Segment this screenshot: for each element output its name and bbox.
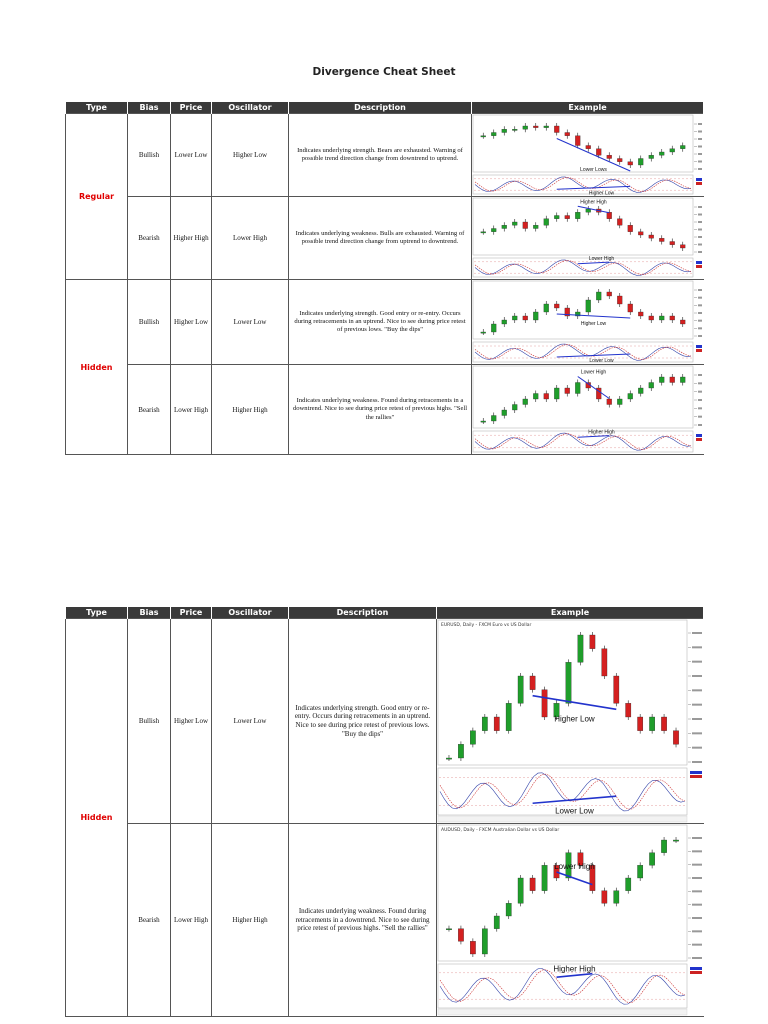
description-cell: Indicates underlying weakness. Bulls are exhausted. Warning of possible trend direction change from uptrend to downtrend. bbox=[289, 197, 472, 280]
header-example: Example bbox=[472, 102, 704, 114]
candle bbox=[533, 394, 538, 400]
candle bbox=[523, 126, 528, 129]
chart-header: AUDUSD, Daily - FXCM Australian Dollar vs US Dollar bbox=[441, 828, 560, 833]
example-chart bbox=[437, 824, 704, 1016]
table-row bbox=[66, 619, 704, 824]
oscillator-cell: Lower High bbox=[212, 197, 289, 280]
oscillator-divergence-label: Higher Low bbox=[588, 190, 615, 196]
candle bbox=[533, 126, 538, 128]
candle bbox=[554, 216, 559, 219]
price-divergence-label: Lower High bbox=[580, 369, 607, 376]
candle bbox=[670, 149, 675, 152]
oscillator-cell: Lower Low bbox=[212, 280, 289, 365]
oscillator-divergence-label: Higher High bbox=[553, 964, 596, 974]
header-type: Type bbox=[66, 102, 128, 114]
candle bbox=[506, 703, 511, 730]
candle bbox=[482, 929, 487, 954]
candle bbox=[614, 676, 619, 703]
candle bbox=[575, 136, 580, 146]
candle bbox=[637, 717, 642, 731]
oscillator-divergence-label: Lower High bbox=[588, 256, 615, 263]
candle bbox=[626, 878, 631, 891]
price-cell: Higher Low bbox=[171, 280, 212, 365]
candle bbox=[530, 676, 535, 690]
candle bbox=[494, 717, 499, 731]
candle bbox=[458, 929, 463, 942]
type-regular: Regular bbox=[66, 114, 128, 280]
candle bbox=[544, 219, 549, 226]
candle bbox=[661, 717, 666, 731]
example-chart bbox=[472, 114, 704, 196]
candle bbox=[446, 758, 451, 759]
oscillator-divergence-label: Higher High bbox=[588, 429, 615, 436]
divergence-table-2 bbox=[65, 607, 704, 1017]
candle bbox=[617, 219, 622, 226]
candle bbox=[670, 242, 675, 245]
price-divergence-label: Higher Low bbox=[554, 714, 595, 724]
bias-cell: Bullish bbox=[128, 280, 171, 365]
header-price: Price bbox=[171, 607, 212, 619]
candle bbox=[649, 235, 654, 238]
candle bbox=[617, 159, 622, 162]
type-hidden: Hidden bbox=[66, 619, 128, 1017]
candle bbox=[518, 676, 523, 703]
candle bbox=[586, 146, 591, 149]
candle bbox=[554, 304, 559, 308]
candle bbox=[659, 377, 664, 383]
bias-cell: Bearish bbox=[128, 197, 171, 280]
candle bbox=[481, 232, 486, 233]
example-chart bbox=[472, 365, 704, 454]
candle bbox=[680, 245, 685, 248]
oscillator-divergence-label: Lower Low bbox=[555, 806, 594, 816]
candle bbox=[649, 316, 654, 320]
candle bbox=[670, 377, 675, 383]
table-row bbox=[66, 114, 704, 197]
candle bbox=[470, 731, 475, 745]
candle bbox=[523, 399, 528, 405]
price-divergence-label: Lower High bbox=[554, 862, 595, 871]
bias-cell: Bearish bbox=[128, 365, 171, 455]
candle bbox=[518, 878, 523, 903]
oscillator-cell: Higher Low bbox=[212, 114, 289, 197]
table-row bbox=[66, 280, 704, 365]
page-title: Divergence Cheat Sheet bbox=[312, 66, 456, 78]
header-price: Price bbox=[171, 102, 212, 114]
price-cell: Lower Low bbox=[171, 114, 212, 197]
description-cell: Indicates underlying strength. Good entry or re-entry. Occurs during retracements in an uptrend. Nice to see during price retest of previous lows. "Buy the dips" bbox=[289, 280, 472, 365]
candle bbox=[491, 229, 496, 232]
candle bbox=[502, 129, 507, 132]
price-divergence-label: Lower Lows bbox=[580, 167, 607, 173]
candle bbox=[566, 662, 571, 703]
table-header-row bbox=[66, 102, 704, 114]
candle bbox=[481, 332, 486, 333]
candle bbox=[673, 840, 678, 841]
candle bbox=[481, 136, 486, 137]
candle bbox=[670, 316, 675, 320]
candle bbox=[554, 388, 559, 399]
candle bbox=[661, 840, 666, 853]
candle bbox=[638, 232, 643, 235]
type-hidden: Hidden bbox=[66, 280, 128, 455]
candle bbox=[512, 316, 517, 320]
candle bbox=[659, 152, 664, 155]
candle bbox=[673, 731, 678, 745]
example-chart-cell bbox=[472, 365, 704, 455]
candle bbox=[446, 929, 451, 930]
candle bbox=[649, 155, 654, 158]
candle bbox=[575, 383, 580, 394]
bias-cell: Bearish bbox=[128, 824, 171, 1017]
candle bbox=[638, 388, 643, 394]
table-row bbox=[66, 365, 704, 455]
candle bbox=[523, 316, 528, 320]
table-header-row bbox=[66, 607, 704, 619]
description-cell: Indicates underlying weakness. Found during retracements in a downtrend. Nice to see during price retest of previous highs. "Sell the rallies" bbox=[289, 824, 437, 1017]
candle bbox=[659, 316, 664, 320]
price-divergence-label: Higher Low bbox=[580, 321, 607, 327]
candle bbox=[614, 891, 619, 904]
candle bbox=[544, 304, 549, 312]
candle bbox=[533, 225, 538, 228]
divergence-table-1 bbox=[65, 102, 704, 455]
candle bbox=[596, 292, 601, 300]
candle bbox=[680, 377, 685, 383]
candle bbox=[502, 320, 507, 324]
candle bbox=[637, 865, 642, 878]
oscillator-cell: Lower Low bbox=[212, 619, 289, 824]
candle bbox=[542, 690, 547, 717]
header-bias: Bias bbox=[128, 102, 171, 114]
candle bbox=[680, 320, 685, 324]
candle bbox=[544, 394, 549, 400]
candle bbox=[638, 159, 643, 166]
candle bbox=[533, 312, 538, 320]
price-divergence-label: Higher High bbox=[580, 199, 607, 206]
candle bbox=[626, 703, 631, 717]
candle bbox=[649, 383, 654, 389]
example-chart-cell bbox=[472, 114, 704, 197]
header-oscillator: Oscillator bbox=[212, 607, 289, 619]
chart-header: EURUSD, Daily - FXCM Euro vs US Dollar bbox=[441, 623, 532, 628]
example-chart-cell bbox=[437, 619, 704, 824]
candle bbox=[502, 410, 507, 416]
candle bbox=[494, 916, 499, 929]
candle bbox=[617, 399, 622, 405]
candle bbox=[542, 865, 547, 890]
candle bbox=[628, 304, 633, 312]
candle bbox=[607, 292, 612, 296]
candle bbox=[607, 155, 612, 158]
candle bbox=[512, 405, 517, 411]
candle bbox=[607, 399, 612, 405]
candle bbox=[554, 126, 559, 133]
example-chart bbox=[472, 280, 704, 364]
candle bbox=[481, 421, 486, 422]
header-example: Example bbox=[437, 607, 704, 619]
example-chart-cell bbox=[437, 824, 704, 1017]
candle bbox=[602, 891, 607, 904]
candle bbox=[502, 225, 507, 228]
candle bbox=[649, 717, 654, 731]
candle bbox=[458, 744, 463, 758]
example-chart-cell bbox=[472, 280, 704, 365]
candle bbox=[628, 225, 633, 232]
bias-cell: Bullish bbox=[128, 619, 171, 824]
candle bbox=[482, 717, 487, 731]
example-chart bbox=[437, 619, 704, 823]
candle bbox=[659, 238, 664, 241]
candle bbox=[602, 649, 607, 676]
header-oscillator: Oscillator bbox=[212, 102, 289, 114]
header-type: Type bbox=[66, 607, 128, 619]
bias-cell: Bullish bbox=[128, 114, 171, 197]
candle bbox=[590, 635, 595, 649]
table-row bbox=[66, 824, 704, 1017]
candle bbox=[491, 324, 496, 332]
description-cell: Indicates underlying strength. Good entry or re-entry. Occurs during retracements in an uptrend. Nice to see during price retest of previous lows. "Buy the dips" bbox=[289, 619, 437, 824]
candle bbox=[565, 388, 570, 394]
candle bbox=[680, 146, 685, 149]
candle bbox=[628, 162, 633, 165]
description-cell: Indicates underlying strength. Bears are exhausted. Warning of possible trend direction change from downtrend to uptrend. bbox=[289, 114, 472, 197]
candle bbox=[575, 212, 580, 219]
candle bbox=[586, 300, 591, 312]
header-description: Description bbox=[289, 607, 437, 619]
header-description: Description bbox=[289, 102, 472, 114]
price-cell: Higher High bbox=[171, 197, 212, 280]
oscillator-divergence-label: Lower Low bbox=[589, 358, 614, 364]
candle bbox=[617, 296, 622, 304]
candle bbox=[649, 853, 654, 866]
candle bbox=[512, 222, 517, 225]
candle bbox=[565, 133, 570, 136]
example-chart bbox=[472, 197, 704, 279]
header-bias: Bias bbox=[128, 607, 171, 619]
oscillator-cell: Higher High bbox=[212, 824, 289, 1017]
candle bbox=[638, 312, 643, 316]
candle bbox=[512, 129, 517, 130]
table-row bbox=[66, 197, 704, 280]
price-cell: Higher Low bbox=[171, 619, 212, 824]
candle bbox=[628, 394, 633, 400]
price-cell: Lower High bbox=[171, 824, 212, 1017]
candle bbox=[544, 126, 549, 128]
candle bbox=[578, 635, 583, 662]
candle bbox=[530, 878, 535, 891]
candle bbox=[491, 416, 496, 422]
candle bbox=[586, 209, 591, 212]
candle bbox=[523, 222, 528, 229]
candle bbox=[506, 903, 511, 916]
description-cell: Indicates underlying weakness. Found during retracements in a downtrend. Nice to see during price retest of previous highs. "Sell the rallies" bbox=[289, 365, 472, 455]
price-cell: Lower High bbox=[171, 365, 212, 455]
candle bbox=[596, 149, 601, 156]
candle bbox=[491, 133, 496, 136]
example-chart-cell bbox=[472, 197, 704, 280]
candle bbox=[470, 941, 475, 954]
candle bbox=[565, 216, 570, 219]
oscillator-cell: Higher High bbox=[212, 365, 289, 455]
candle bbox=[607, 212, 612, 219]
